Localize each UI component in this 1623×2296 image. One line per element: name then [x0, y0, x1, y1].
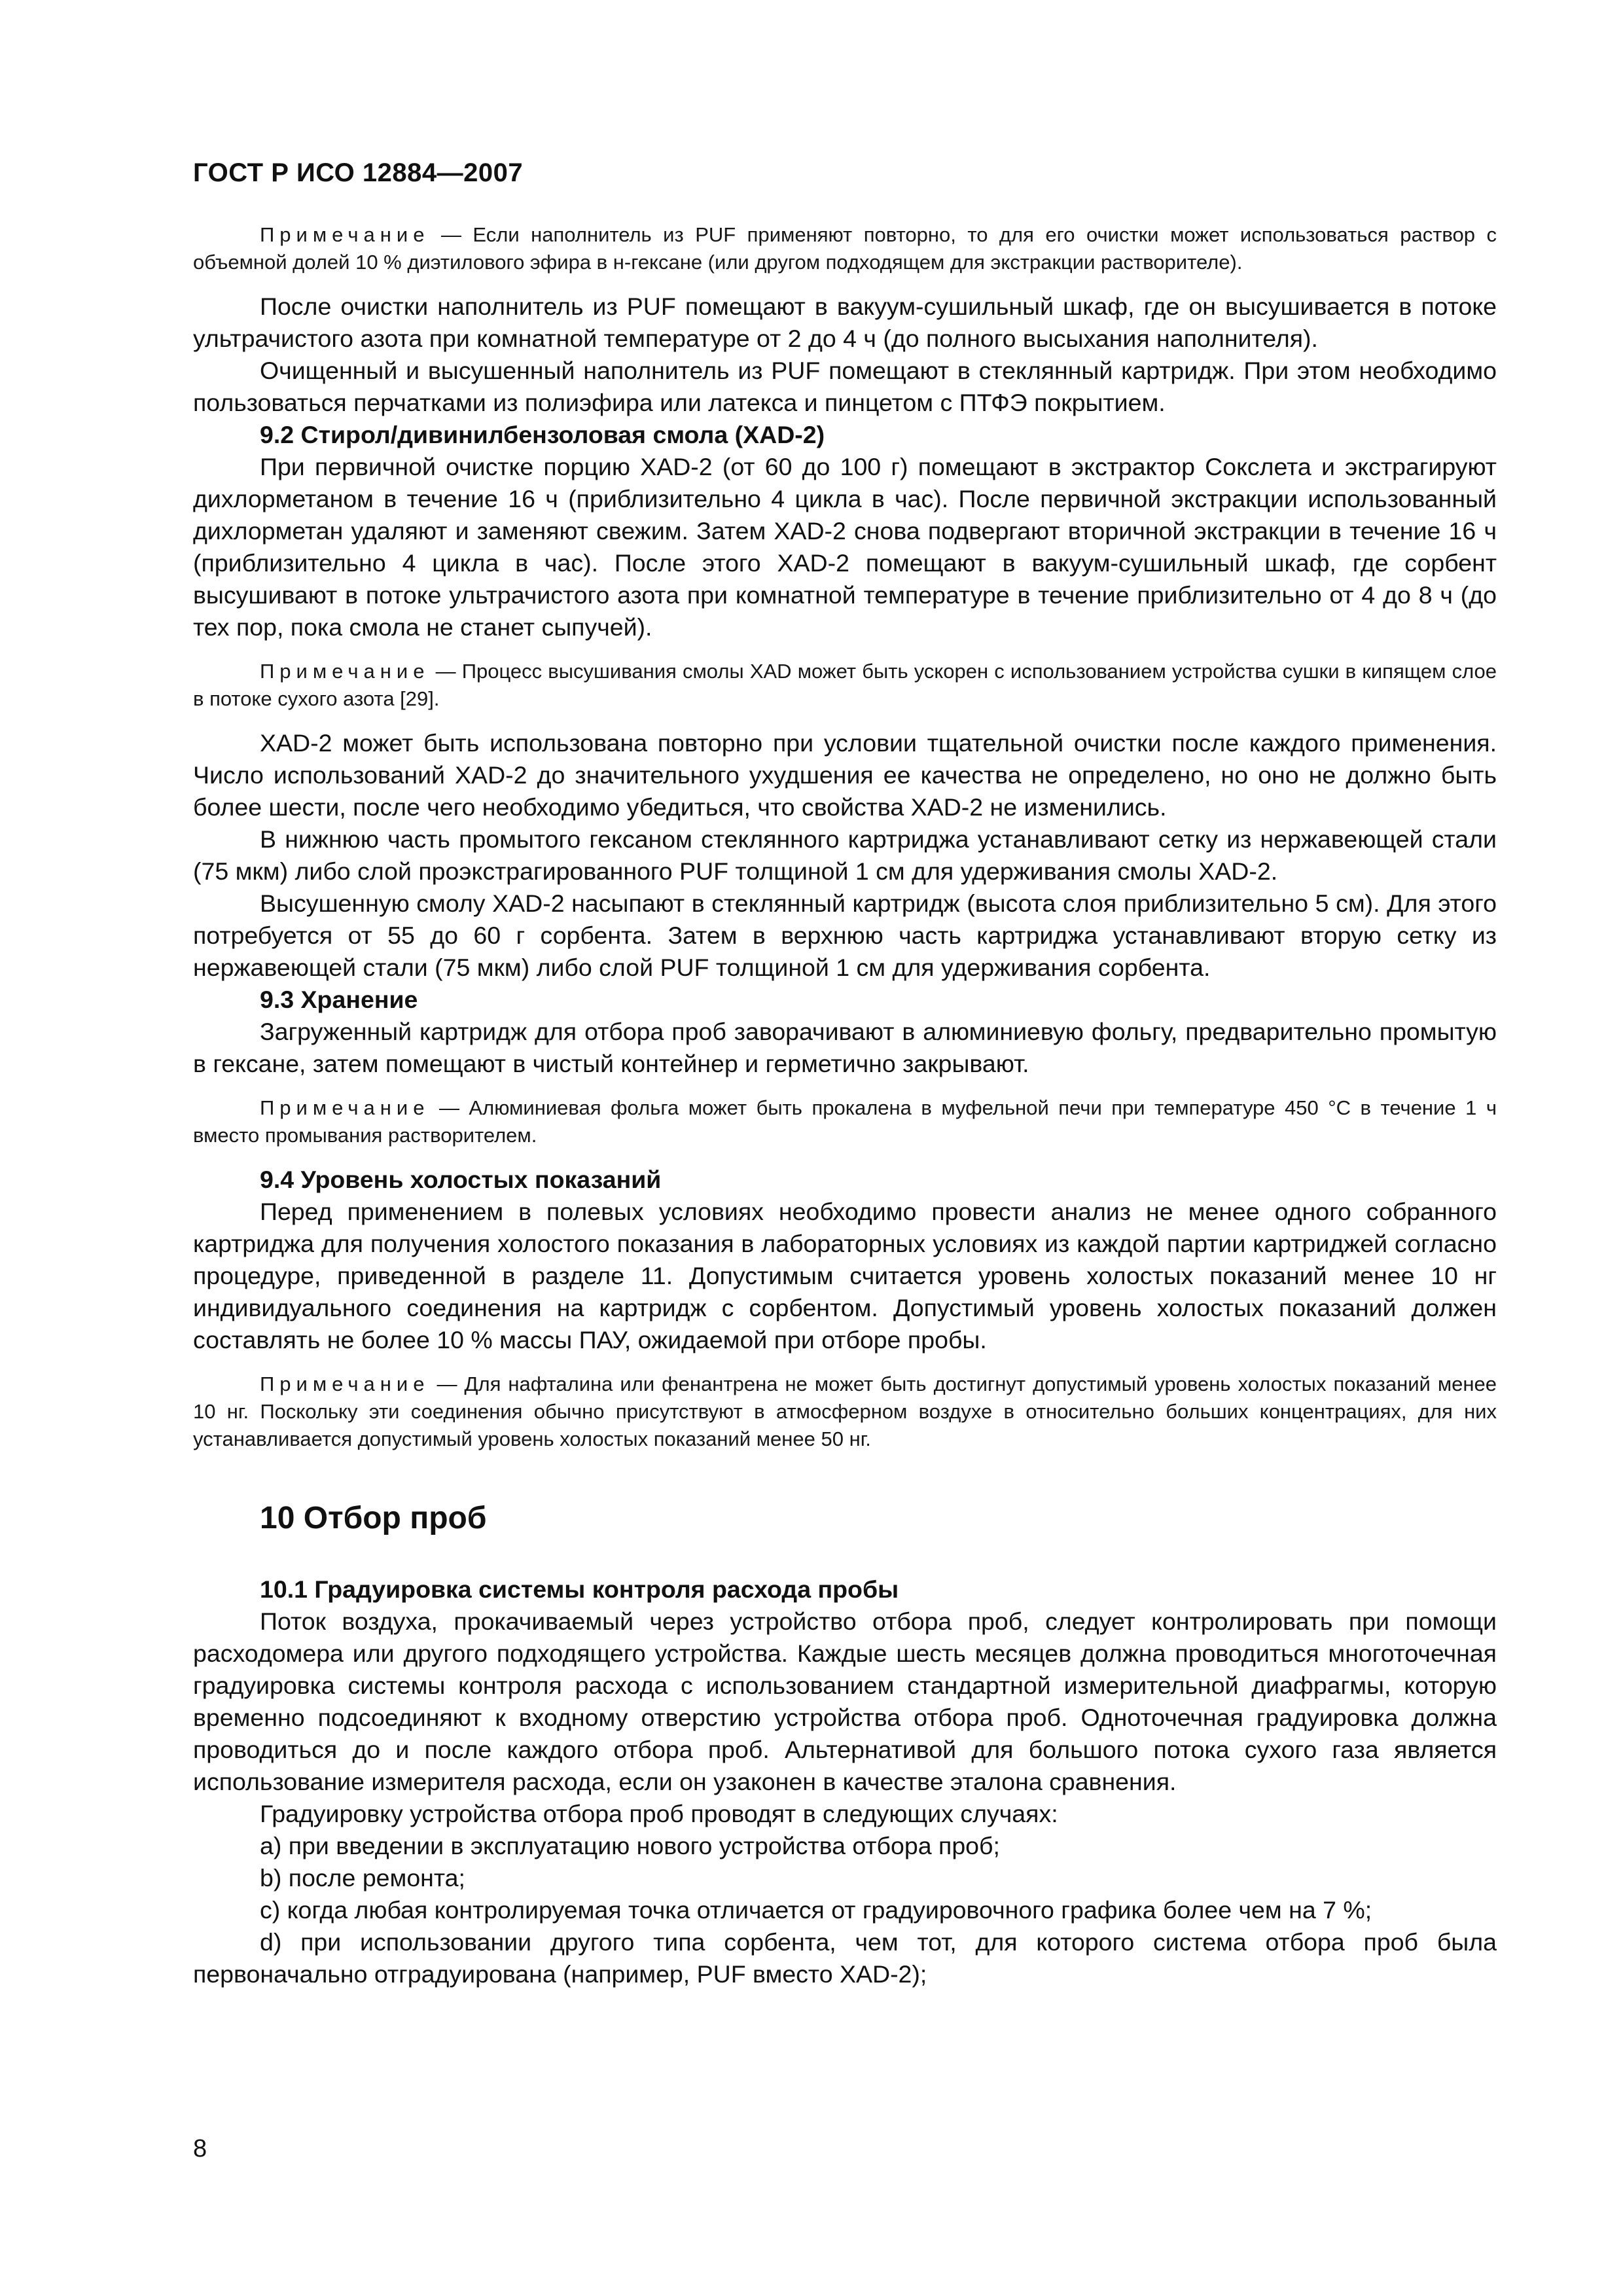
paragraph: При первичной очистке порцию XAD-2 (от 60 до 100 г) помещают в экстрактор Сокслета и экстрагируют дихлорметаном в течение 16 ч (приблизительно 4 цикла в час). После первичной экстракции использованный дихлорметан удаляют и заменяют свежим. Затем XAD-2 снова подвергают вторичной экстракции в течение 16 ч (приблизительно 4 цикла в час). После этого XAD-2 помещают в вакуум-сушильный шкаф, где сорбент высушивают в потоке ультрачистого азота при комнатной температуре в течение приблизительно от 4 до 8 ч (до тех пор, пока смола не станет сыпучей).: [193, 453, 1497, 641]
note-xad-drying: [193, 658, 1497, 713]
list-item: d) при использовании другого типа сорбента, чем тот, для которого система отбора проб была первоначально отградуирована (например, PUF вместо XAD-2);: [193, 1928, 1497, 1988]
note-blank-levels: [193, 1371, 1497, 1453]
list-item: а) при введении в эксплуатацию нового устройства отбора проб;: [260, 1832, 1000, 1859]
paragraph: Загруженный картридж для отбора проб заворачивают в алюминиевую фольгу, предварительно промытую в гексане, затем помещают в чистый контейнер и герметично закрывают.: [193, 1018, 1497, 1077]
note-text: — Если наполнитель из PUF применяют повторно, то для его очистки может использоваться раствор с объемной долей 10 % диэтилового эфира в н-гексане (или другом подходящем для экстракции растворителе).: [193, 223, 1497, 274]
paragraph: Очищенный и высушенный наполнитель из PUF помещают в стеклянный картридж. При этом необходимо пользоваться перчатками из полиэфира или латекса и пинцетом с ПТФЭ покрытием.: [193, 357, 1497, 416]
note-text: — Для нафталина или фенантрена не может быть достигнут допустимый уровень холостых показаний менее 10 нг. Поскольку эти соединения обычно присутствуют в атмосферном воздухе в относительно больших концентрациях, для них устанавливается допустимый уровень холостых показаний менее 50 нг.: [193, 1372, 1497, 1450]
subsection-heading: 10.1 Градуировка системы контроля расхода пробы: [260, 1575, 899, 1603]
note-puf-reuse: [193, 221, 1497, 276]
note-text: — Алюминиевая фольга может быть прокалена в муфельной печи при температуре 450 °С в течение 1 ч вместо промывания растворителем.: [193, 1096, 1497, 1147]
page-number: 8: [193, 2135, 207, 2162]
paragraph: Перед применением в полевых условиях необходимо провести анализ не менее одного собранного картриджа для получения холостого показания в лабораторных условиях из каждой партии картриджей согласно процедуре, приведенной в разделе 11. Допустимым считается уровень холостых показаний менее 10 нг индивидуального соединения на картридж с сорбентом. Допустимый уровень холостых показаний должен составлять не более 10 % массы ПАУ, ожидаемой при отборе пробы.: [193, 1198, 1497, 1354]
note-text: — Процесс высушивания смолы XAD может быть ускорен с использованием устройства сушки в кипящем слое в потоке сухого азота [29].: [193, 660, 1497, 710]
note-label: Примечание: [260, 1372, 430, 1395]
list-item: с) когда любая контролируемая точка отличается от градуировочного графика более чем на 7 %;: [260, 1896, 1372, 1924]
note-label: Примечание: [260, 223, 430, 246]
note-foil: [193, 1094, 1497, 1149]
paragraph: XAD-2 может быть использована повторно при условии тщательной очистки после каждого применения. Число использований XAD-2 до значительного ухудшения ее качества не определено, но оно не должно быть более шести, после чего необходимо убедиться, что свойства XAD-2 не изменились.: [193, 729, 1497, 821]
note-label: Примечание: [260, 660, 430, 683]
page-content: [193, 221, 1497, 1990]
paragraph: После очистки наполнитель из PUF помещают в вакуум-сушильный шкаф, где он высушивается в потоке ультрачистого азота при комнатной температуре от 2 до 4 ч (до полного высыхания наполнителя).: [193, 293, 1497, 352]
subsection-heading: 9.3 Хранение: [260, 986, 418, 1013]
subsection-heading: 9.4 Уровень холостых показаний: [260, 1166, 662, 1193]
paragraph: Градуировку устройства отбора проб проводят в следующих случаях:: [260, 1800, 1058, 1827]
paragraph: В нижнюю часть промытого гексаном стеклянного картриджа устанавливают сетку из нержавеющей стали (75 мкм) либо слой проэкстрагированного PUF толщиной 1 см для удерживания смолы XAD-2.: [193, 825, 1497, 885]
paragraph: Поток воздуха, прокачиваемый через устройство отбора проб, следует контролировать при помощи расходомера или другого подходящего устройства. Каждые шесть месяцев должна проводиться многоточечная градуировка системы контроля расхода с использованием стандартной измерительной диафрагмы, которую временно подсоединяют к входному отверстию устройства отбора проб. Одноточечная градуировка должна проводиться до и после каждого отбора проб. Альтернативой для большого потока сухого газа является использование измерителя расхода, если он узаконен в качестве эталона сравнения.: [193, 1607, 1497, 1795]
paragraph: Высушенную смолу XAD-2 насыпают в стеклянный картридж (высота слоя приблизительно 5 см). Для этого потребуется от 55 до 60 г сорбента. Затем в верхнюю часть картриджа устанавливают вторую сетку из нержавеющей стали (75 мкм) либо слой PUF толщиной 1 см для удерживания сорбента.: [193, 889, 1497, 981]
subsection-heading: 9.2 Стирол/дивинилбензоловая смола (XAD-2): [260, 421, 825, 448]
note-label: Примечание: [260, 1096, 430, 1119]
list-item: b) после ремонта;: [260, 1864, 465, 1892]
document-header: ГОСТ Р ИСО 12884—2007: [193, 158, 524, 187]
section-heading: 10 Отбор проб: [260, 1501, 487, 1535]
